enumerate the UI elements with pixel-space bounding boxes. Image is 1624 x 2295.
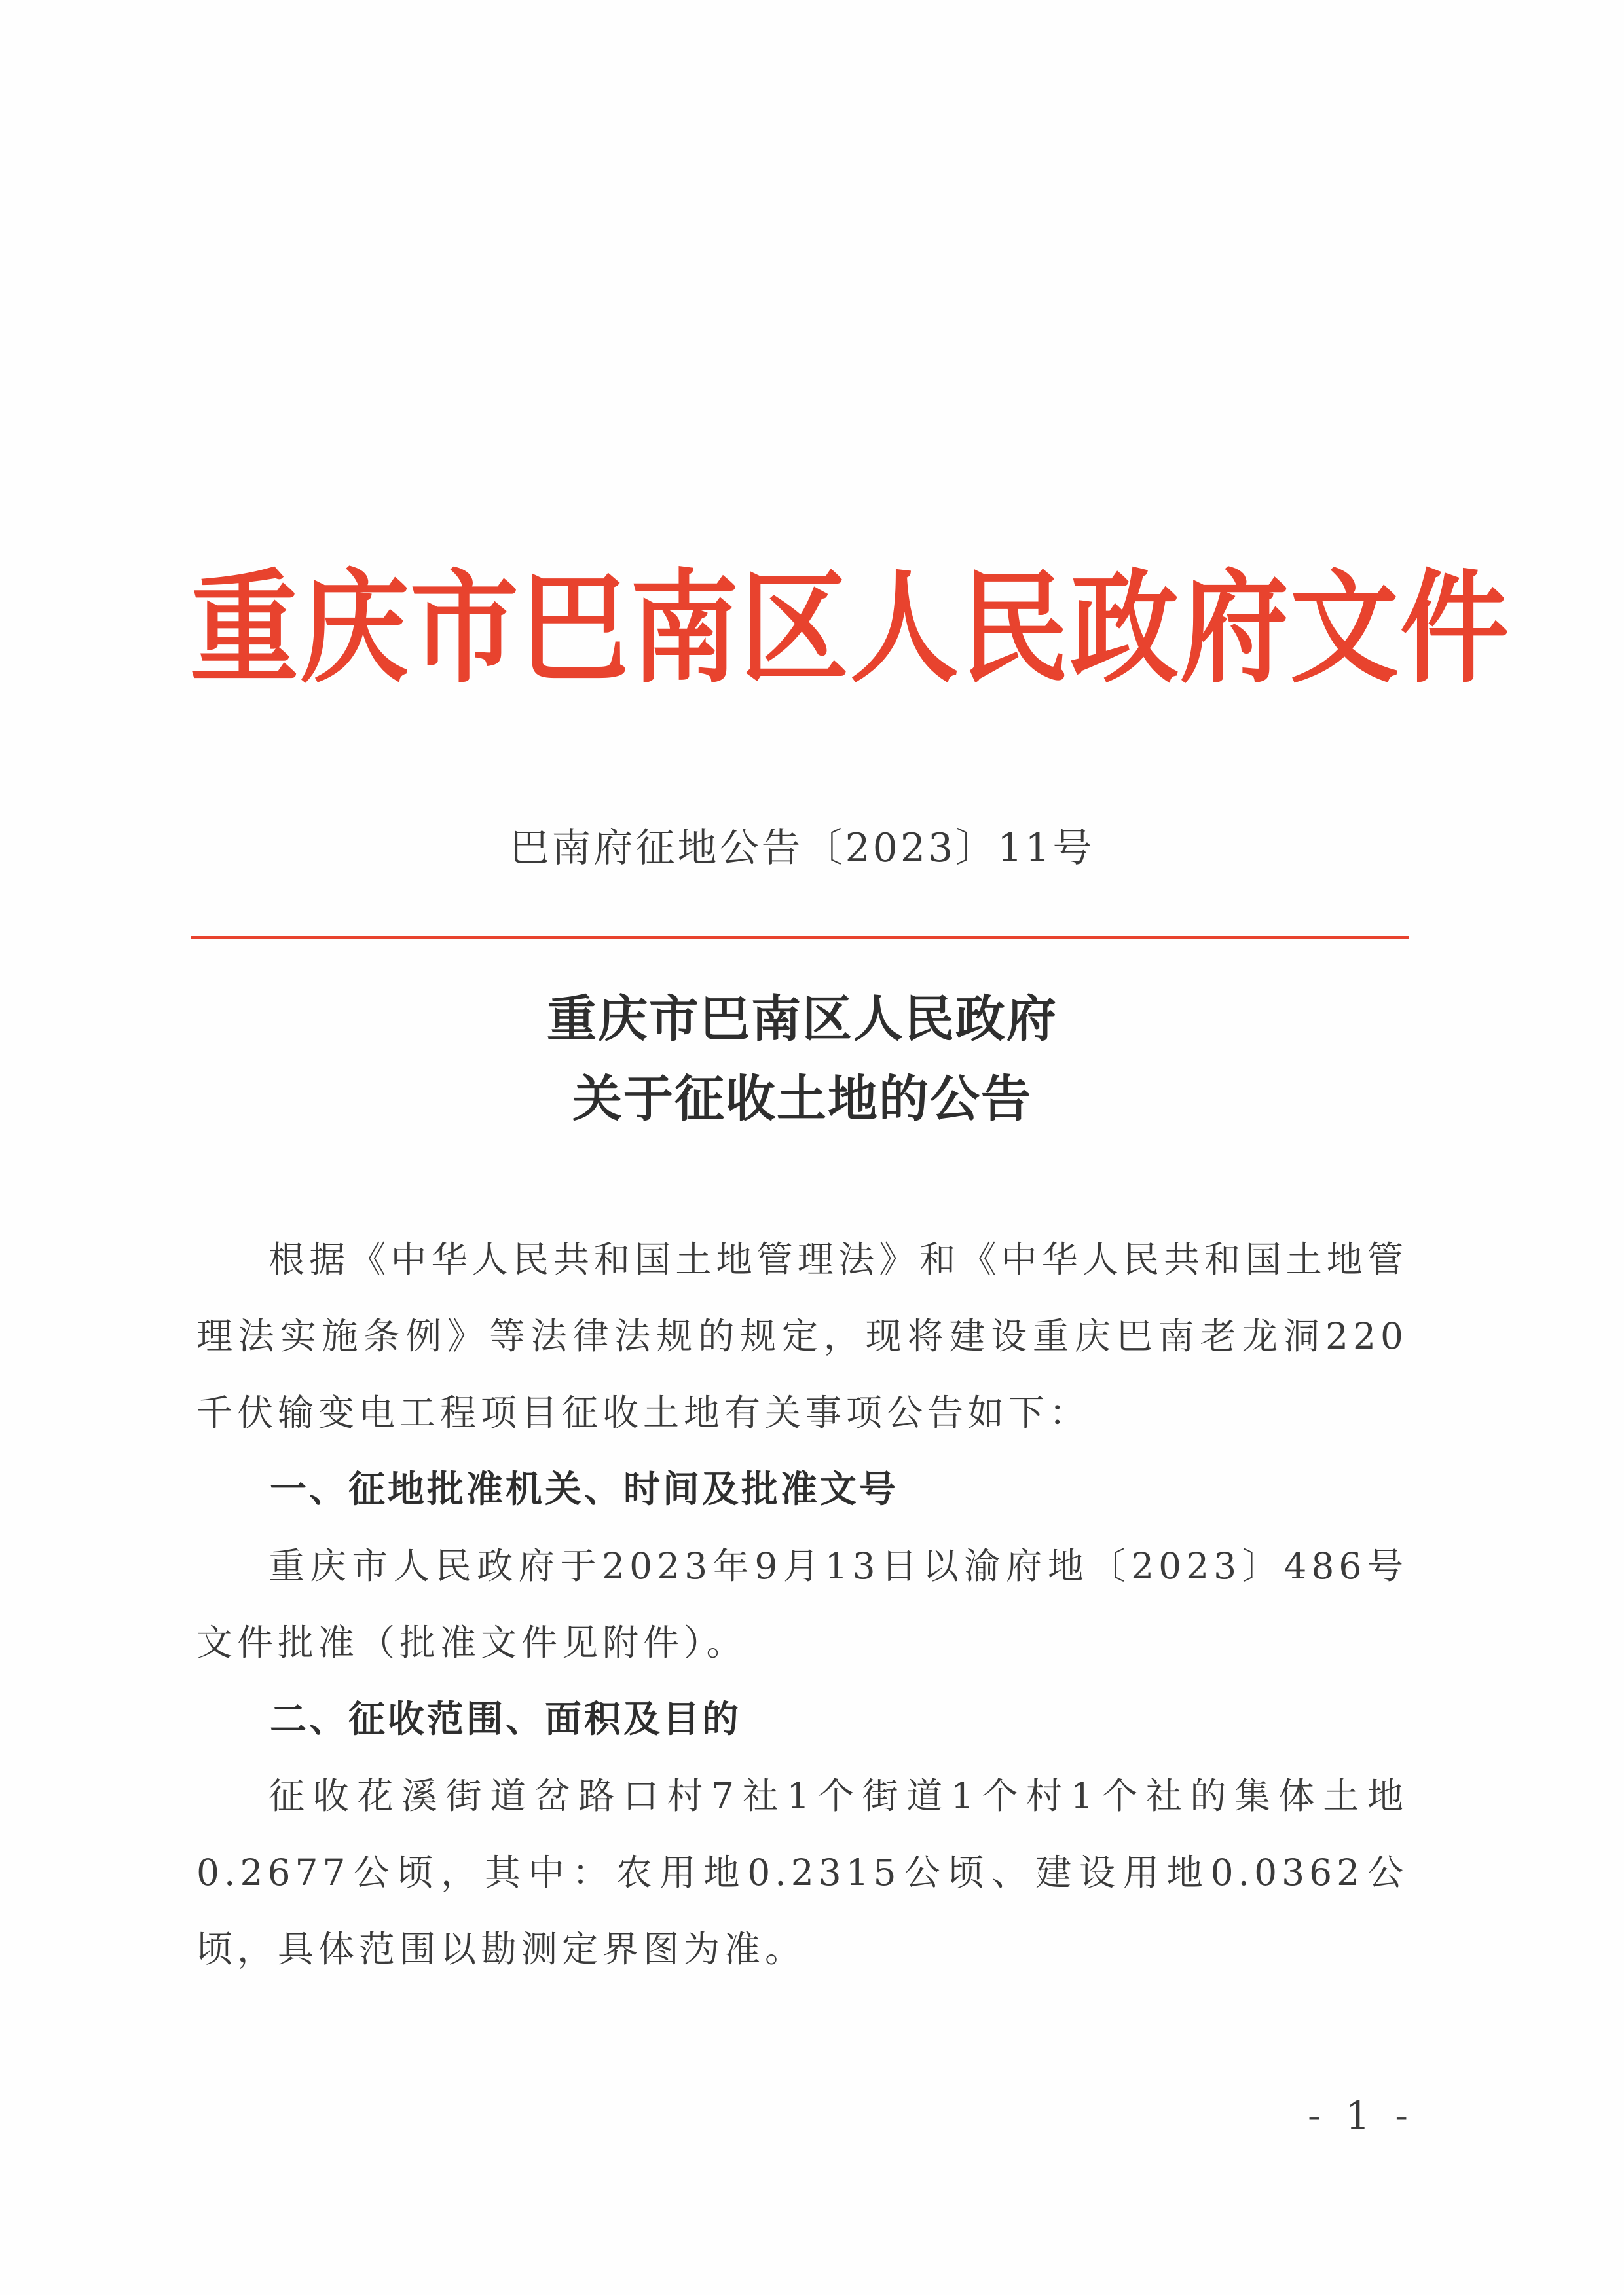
- title-line-1: 重庆市巴南区人民政府: [547, 990, 1058, 1048]
- section-2-heading: 二、征收范围、面积及目的: [270, 1698, 741, 1741]
- red-divider-line: [191, 936, 1409, 939]
- title-line-2: 关于征收土地的公告: [572, 1070, 1032, 1128]
- section-2-paragraph: 征收花溪街道岔路口村7社1个街道1个村1个社的集体土地0.2677公顷，其中：农用地0.2315公顷、建设用地0.0362公顷，具体范围以勘测定界图为准。: [196, 1775, 1408, 1970]
- masthead: 重庆市巴南区人民政府文件: [190, 557, 1510, 700]
- section-1-heading: 一、征地批准机关、时间及批准文号: [270, 1468, 898, 1511]
- document-number: 巴南府征地公告〔2023〕11号: [509, 825, 1095, 871]
- intro-paragraph: 根据《中华人民共和国土地管理法》和《中华人民共和国土地管理法实施条例》等法律法规的规定，现将建设重庆巴南老龙洞220千伏输变电工程项目征收土地有关事项公告如下：: [196, 1239, 1408, 1434]
- section-1-paragraph: 重庆市人民政府于2023年9月13日以渝府地〔2023〕486号文件批准（批准文件见附件）。: [196, 1545, 1408, 1664]
- page-number: - 1 -: [1308, 2093, 1414, 2138]
- document-title: [196, 979, 1408, 1139]
- document-body: [196, 1222, 1408, 1988]
